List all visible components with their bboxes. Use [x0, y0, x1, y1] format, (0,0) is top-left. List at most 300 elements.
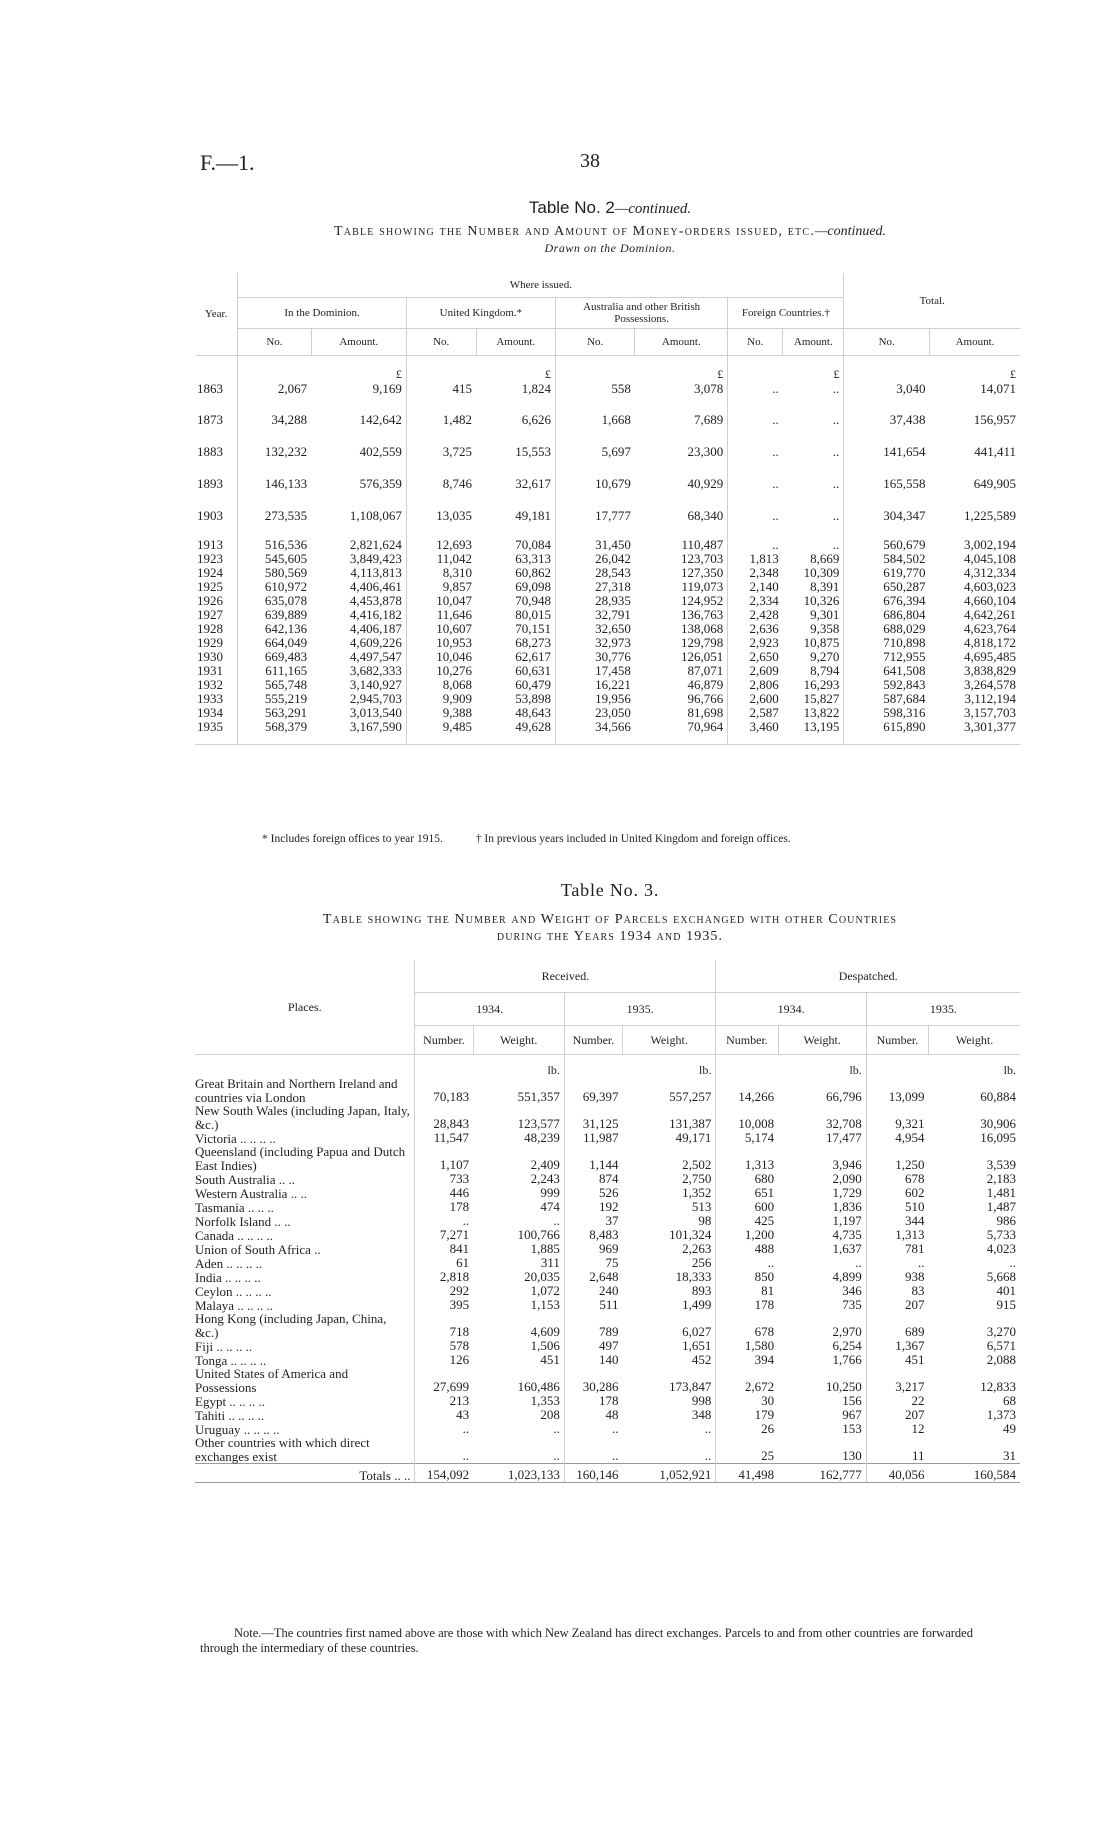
- value-cell: 488: [754, 1241, 775, 1256]
- value-cell: 474: [473, 1200, 564, 1214]
- table-row: [195, 1214, 1020, 1228]
- value-cell: 446: [449, 1185, 470, 1200]
- place-cell: Fiji .. .. .. ..: [195, 1339, 415, 1353]
- value-cell: 587,684: [883, 691, 926, 706]
- currency-symbol: £: [311, 356, 406, 383]
- value-cell: 1,072: [473, 1284, 564, 1298]
- year-cell: 1873: [195, 396, 238, 428]
- table-row: [195, 580, 1020, 594]
- value-cell: ..: [772, 537, 779, 552]
- value-cell: 11,547: [433, 1130, 470, 1145]
- value-cell: ..: [1009, 1255, 1016, 1270]
- year-cell: 1928: [195, 622, 238, 636]
- table-cell: [728, 356, 783, 383]
- value-cell: 13,099: [888, 1089, 925, 1104]
- value-cell: 1,373: [986, 1407, 1016, 1422]
- table-row: [195, 396, 1020, 428]
- value-cell: 3,264,578: [964, 677, 1016, 692]
- place-cell: United States of America and Possessions: [195, 1367, 415, 1394]
- col-despatched-1934: 1934.: [716, 993, 866, 1026]
- value-cell: 1,766: [778, 1353, 866, 1367]
- value-cell: 560,679: [883, 537, 926, 552]
- value-cell: 4,954: [895, 1130, 925, 1145]
- value-cell: 10,875: [783, 636, 844, 650]
- value-cell: 2,409: [473, 1145, 564, 1172]
- value-cell: 4,623,764: [964, 621, 1016, 636]
- value-cell: 31,125: [582, 1116, 619, 1131]
- value-cell: 516,536: [264, 537, 308, 552]
- value-cell: 4,453,878: [311, 594, 406, 608]
- col-number: Number.: [415, 1026, 473, 1055]
- value-cell: 680: [754, 1171, 775, 1186]
- value-cell: 132,232: [264, 444, 308, 459]
- value-cell: 2,334: [749, 593, 779, 608]
- value-cell: 3,167,590: [311, 720, 406, 734]
- spacer-cell: [238, 524, 311, 538]
- value-cell: 60,884: [980, 1089, 1016, 1104]
- place-cell: Egypt .. .. .. ..: [195, 1394, 415, 1408]
- value-cell: ..: [783, 382, 844, 396]
- value-cell: 126,051: [635, 650, 728, 664]
- value-cell: 686,804: [883, 607, 926, 622]
- value-cell: 3,140,927: [311, 678, 406, 692]
- table-row: [195, 622, 1020, 636]
- table-row: [195, 1256, 1020, 1270]
- value-cell: 9,857: [442, 579, 473, 594]
- value-cell: ..: [462, 1421, 470, 1436]
- value-cell: 10,276: [436, 663, 473, 678]
- value-cell: 127,350: [635, 566, 728, 580]
- table-row: [195, 678, 1020, 692]
- value-cell: 12,693: [436, 537, 473, 552]
- spacer-cell: [311, 734, 406, 745]
- value-cell: 557,257: [622, 1077, 715, 1104]
- value-cell: 43: [456, 1407, 470, 1422]
- col-weight: Weight.: [929, 1026, 1020, 1055]
- value-cell: 131,387: [622, 1104, 715, 1131]
- spacer-row: [195, 524, 1020, 538]
- value-cell: 32,973: [595, 635, 631, 650]
- value-cell: 4,406,187: [311, 622, 406, 636]
- value-cell: 2,945,703: [311, 692, 406, 706]
- value-cell: 6,254: [778, 1339, 866, 1353]
- table-row: [195, 1228, 1020, 1242]
- col-received-1935: 1935.: [564, 993, 716, 1026]
- value-cell: 2,806: [749, 677, 779, 692]
- spacer-cell: [555, 734, 634, 745]
- col-places: Places.: [195, 960, 415, 1055]
- value-cell: 49: [1003, 1421, 1016, 1436]
- currency-row: [195, 356, 1020, 383]
- table2-drawn-on: Drawn on the Dominion.: [544, 241, 676, 255]
- col-weight: Weight.: [622, 1026, 715, 1055]
- value-cell: 2,609: [749, 663, 779, 678]
- totals-row: [195, 1464, 1020, 1483]
- value-cell: 669,483: [264, 649, 308, 664]
- value-cell: ..: [783, 492, 844, 524]
- value-cell: 1,153: [473, 1298, 564, 1312]
- value-cell: 10,047: [436, 593, 473, 608]
- value-cell: 30,286: [582, 1379, 619, 1394]
- value-cell: 664,049: [264, 635, 308, 650]
- year-cell: 1926: [195, 594, 238, 608]
- value-cell: 81,698: [635, 706, 728, 720]
- value-cell: 510: [905, 1199, 925, 1214]
- value-cell: 2,650: [749, 649, 779, 664]
- col-no: No.: [844, 329, 930, 356]
- value-cell: 639,889: [264, 607, 308, 622]
- table-cell: [238, 356, 311, 383]
- totals-cell: 154,092: [415, 1464, 473, 1483]
- value-cell: 62,617: [476, 650, 555, 664]
- value-cell: 6,571: [986, 1338, 1016, 1353]
- value-cell: 526: [598, 1185, 619, 1200]
- table2-subtitle: Table showing the Number and Amount of Money-orders issued, etc.—continued.: [333, 224, 887, 239]
- value-cell: 49,171: [622, 1131, 715, 1145]
- year-cell: 1935: [195, 720, 238, 734]
- year-cell: 1929: [195, 636, 238, 650]
- value-cell: 60,862: [476, 566, 555, 580]
- value-cell: 10,607: [436, 621, 473, 636]
- value-cell: 2,587: [749, 705, 779, 720]
- table-row: [195, 538, 1020, 552]
- table-row: [195, 1077, 1020, 1104]
- value-cell: 141,654: [883, 444, 926, 459]
- table2-caption: [200, 198, 1020, 256]
- value-cell: 5,668: [986, 1269, 1016, 1284]
- value-cell: 48,239: [473, 1131, 564, 1145]
- table3-title: Table No. 3.: [560, 880, 660, 900]
- value-cell: 4,695,485: [964, 649, 1016, 664]
- table-row: [195, 1186, 1020, 1200]
- value-cell: 415: [452, 381, 473, 396]
- value-cell: 602: [905, 1185, 925, 1200]
- table-row: [195, 1172, 1020, 1186]
- value-cell: 4,312,334: [964, 565, 1016, 580]
- value-cell: 11: [912, 1448, 925, 1463]
- value-cell: 1,225,589: [964, 508, 1016, 523]
- totals-cell: 1,023,133: [473, 1464, 564, 1483]
- place-cell: Other countries with which direct exchanges exist: [195, 1436, 415, 1464]
- year-cell: 1913: [195, 538, 238, 552]
- value-cell: 718: [449, 1324, 470, 1339]
- table-cell: [195, 1055, 415, 1078]
- value-cell: 10,953: [436, 635, 473, 650]
- unit-label: lb.: [1003, 1063, 1016, 1077]
- place-cell: Ceylon .. .. .. ..: [195, 1284, 415, 1298]
- value-cell: 1,813: [749, 551, 779, 566]
- value-cell: 2,923: [749, 635, 779, 650]
- value-cell: 13,035: [436, 508, 473, 523]
- col-amount: Amount.: [311, 329, 406, 356]
- value-cell: ..: [778, 1256, 866, 1270]
- year-cell: 1933: [195, 692, 238, 706]
- value-cell: 3,946: [778, 1145, 866, 1172]
- value-cell: 712,955: [883, 649, 926, 664]
- value-cell: 256: [622, 1256, 715, 1270]
- value-cell: 146,133: [264, 476, 308, 491]
- place-cell: Uruguay .. .. .. ..: [195, 1422, 415, 1436]
- value-cell: ..: [772, 508, 779, 523]
- value-cell: 986: [996, 1213, 1016, 1228]
- money-orders-body: [195, 356, 1020, 745]
- value-cell: 1,197: [778, 1214, 866, 1228]
- value-cell: 207: [905, 1407, 925, 1422]
- col-amount: Amount.: [476, 329, 555, 356]
- col-weight: Weight.: [778, 1026, 866, 1055]
- value-cell: ..: [772, 444, 779, 459]
- value-cell: 1,824: [476, 382, 555, 396]
- value-cell: 60,479: [476, 678, 555, 692]
- value-cell: 3,539: [986, 1157, 1016, 1172]
- value-cell: ..: [473, 1436, 564, 1464]
- table-cell: [415, 1055, 473, 1078]
- value-cell: 3,112,194: [964, 691, 1016, 706]
- value-cell: 1,482: [442, 412, 473, 427]
- value-cell: 31: [1003, 1448, 1016, 1463]
- value-cell: 178: [449, 1199, 470, 1214]
- year-cell: 1927: [195, 608, 238, 622]
- value-cell: 4,023: [986, 1241, 1016, 1256]
- col-received-1934: 1934.: [415, 993, 564, 1026]
- value-cell: 452: [622, 1353, 715, 1367]
- table-row: [195, 1298, 1020, 1312]
- value-cell: 53,898: [476, 692, 555, 706]
- value-cell: 11,646: [436, 607, 473, 622]
- table-row: [195, 1104, 1020, 1131]
- totals-cell: 160,584: [929, 1464, 1020, 1483]
- value-cell: 28,843: [433, 1116, 470, 1131]
- place-cell: Victoria .. .. .. ..: [195, 1131, 415, 1145]
- table3-subtitle: Table showing the Number and Weight of Parcels exchanged with other Countries during the Years 1934 and 1935.: [322, 912, 898, 944]
- value-cell: 2,263: [622, 1242, 715, 1256]
- table-row: [195, 382, 1020, 396]
- value-cell: 402,559: [311, 428, 406, 460]
- value-cell: 8,310: [442, 565, 473, 580]
- value-cell: 451: [473, 1353, 564, 1367]
- value-cell: 2,818: [439, 1269, 470, 1284]
- value-cell: 37,438: [889, 412, 926, 427]
- value-cell: 12: [911, 1421, 925, 1436]
- value-cell: 18,333: [622, 1270, 715, 1284]
- spacer-cell: [195, 734, 238, 745]
- value-cell: 3,217: [895, 1379, 925, 1394]
- totals-cell: 162,777: [778, 1464, 866, 1483]
- year-cell: 1903: [195, 492, 238, 524]
- value-cell: 1,107: [439, 1157, 470, 1172]
- value-cell: ..: [918, 1255, 925, 1270]
- place-cell: New South Wales (including Japan, Italy, &c.): [195, 1104, 415, 1131]
- value-cell: 17,777: [595, 508, 631, 523]
- value-cell: 9,485: [442, 719, 473, 734]
- col-weight: Weight.: [473, 1026, 564, 1055]
- value-cell: 1,668: [601, 412, 631, 427]
- value-cell: 70,084: [476, 538, 555, 552]
- col-australia: Australia and other British Possessions.: [555, 298, 727, 329]
- table-cell: [716, 1055, 778, 1078]
- value-cell: 850: [754, 1269, 775, 1284]
- value-cell: 207: [905, 1297, 925, 1312]
- value-cell: 153: [778, 1422, 866, 1436]
- spacer-cell: [728, 524, 783, 538]
- value-cell: 2,750: [622, 1172, 715, 1186]
- table-row: [195, 1242, 1020, 1256]
- table-row: [195, 1312, 1020, 1339]
- value-cell: 23,300: [635, 428, 728, 460]
- year-cell: 1931: [195, 664, 238, 678]
- value-cell: ..: [772, 412, 779, 427]
- table2-title: Table No. 2—continued.: [528, 198, 692, 217]
- value-cell: 6,027: [622, 1312, 715, 1339]
- col-despatched: Despatched.: [716, 960, 1020, 993]
- value-cell: ..: [473, 1214, 564, 1228]
- value-cell: 3,682,333: [311, 664, 406, 678]
- value-cell: 611,165: [265, 663, 308, 678]
- value-cell: 1,313: [744, 1157, 775, 1172]
- spacer-cell: [406, 734, 476, 745]
- value-cell: 240: [598, 1283, 619, 1298]
- value-cell: ..: [622, 1436, 715, 1464]
- page-header: [200, 150, 1020, 180]
- value-cell: 63,313: [476, 552, 555, 566]
- value-cell: 30,906: [980, 1116, 1016, 1131]
- value-cell: 3,013,540: [311, 706, 406, 720]
- value-cell: ..: [767, 1255, 775, 1270]
- value-cell: 13,195: [783, 720, 844, 734]
- table-row: [195, 460, 1020, 492]
- value-cell: 156,957: [973, 412, 1016, 427]
- table-row: [195, 1394, 1020, 1408]
- value-cell: 22: [911, 1393, 925, 1408]
- money-orders-table: [195, 273, 1020, 745]
- value-cell: 311: [473, 1256, 564, 1270]
- value-cell: 4,642,261: [964, 607, 1016, 622]
- value-cell: 874: [598, 1171, 619, 1186]
- value-cell: 3,301,377: [964, 719, 1016, 734]
- value-cell: 8,794: [783, 664, 844, 678]
- col-no: No.: [406, 329, 476, 356]
- year-cell: 1932: [195, 678, 238, 692]
- value-cell: 123,577: [473, 1104, 564, 1131]
- spacer-cell: [555, 524, 634, 538]
- value-cell: ..: [783, 460, 844, 492]
- value-cell: 551,357: [473, 1077, 564, 1104]
- value-cell: 2,428: [749, 607, 779, 622]
- footnote-previous-years: † In previous years included in United Kingdom and foreign offices.: [475, 833, 791, 845]
- value-cell: 1,352: [622, 1186, 715, 1200]
- value-cell: 710,898: [883, 635, 926, 650]
- table3-note: Note.—The countries first named above are those with which New Zealand has direct exchanges. Parcels to and from other countries are forwarded through the intermediary of these countries.: [200, 1626, 973, 1655]
- spacer-cell: [238, 734, 311, 745]
- spacer-cell: [476, 734, 555, 745]
- value-cell: 192: [598, 1199, 619, 1214]
- value-cell: 49,628: [476, 720, 555, 734]
- currency-symbol: £: [476, 356, 555, 383]
- value-cell: 2,970: [778, 1312, 866, 1339]
- value-cell: 23,050: [595, 705, 631, 720]
- value-cell: 2,821,624: [311, 538, 406, 552]
- value-cell: 578: [449, 1338, 470, 1353]
- col-dominion: In the Dominion.: [238, 298, 407, 329]
- value-cell: 511: [599, 1297, 619, 1312]
- value-cell: 3,002,194: [964, 537, 1016, 552]
- value-cell: 10,046: [436, 649, 473, 664]
- page-number: 38: [580, 150, 600, 172]
- table-row: [195, 664, 1020, 678]
- year-cell: 1883: [195, 428, 238, 460]
- value-cell: 649,905: [973, 476, 1016, 491]
- col-no: No.: [238, 329, 311, 356]
- table2-footnotes: [262, 833, 821, 845]
- value-cell: 8,669: [783, 552, 844, 566]
- value-cell: 179: [754, 1407, 775, 1422]
- table-row: [195, 1353, 1020, 1367]
- value-cell: 70,964: [635, 720, 728, 734]
- table-row: [195, 636, 1020, 650]
- value-cell: 565,748: [264, 677, 308, 692]
- col-amount: Amount.: [783, 329, 844, 356]
- value-cell: 610,972: [264, 579, 308, 594]
- table-row: [195, 1367, 1020, 1394]
- value-cell: 395: [449, 1297, 470, 1312]
- table-cell: [195, 356, 238, 383]
- spacer-cell: [728, 734, 783, 745]
- value-cell: 69,397: [582, 1089, 619, 1104]
- year-cell: 1924: [195, 566, 238, 580]
- value-cell: 592,843: [883, 677, 926, 692]
- value-cell: 558: [611, 381, 631, 396]
- spacer-cell: [635, 524, 728, 538]
- value-cell: 80,015: [476, 608, 555, 622]
- value-cell: 2,140: [749, 579, 779, 594]
- value-cell: 938: [905, 1269, 925, 1284]
- table3-caption: [200, 880, 1020, 945]
- value-cell: 96,766: [635, 692, 728, 706]
- unit-row: [195, 1055, 1020, 1078]
- value-cell: 129,798: [635, 636, 728, 650]
- spacer-cell: [783, 524, 844, 538]
- spacer-row: [195, 734, 1020, 745]
- currency-symbol: £: [1010, 367, 1016, 381]
- place-cell: Norfolk Island .. ..: [195, 1214, 415, 1228]
- value-cell: 119,073: [635, 580, 728, 594]
- value-cell: 9,388: [442, 705, 473, 720]
- unit-label: lb.: [778, 1055, 866, 1078]
- value-cell: 27,699: [433, 1379, 470, 1394]
- value-cell: 2,636: [749, 621, 779, 636]
- value-cell: 69,098: [476, 580, 555, 594]
- currency-symbol: £: [783, 356, 844, 383]
- value-cell: 10,008: [738, 1116, 775, 1131]
- value-cell: 451: [905, 1352, 925, 1367]
- value-cell: 16,095: [980, 1130, 1016, 1145]
- value-cell: 32,708: [778, 1104, 866, 1131]
- value-cell: 998: [622, 1394, 715, 1408]
- col-uk: United Kingdom.*: [406, 298, 555, 329]
- value-cell: 8,746: [442, 476, 473, 491]
- spacer-cell: [311, 524, 406, 538]
- value-cell: 28,543: [595, 565, 631, 580]
- place-cell: Western Australia .. ..: [195, 1186, 415, 1200]
- value-cell: 8,391: [783, 580, 844, 594]
- year-cell: 1863: [195, 382, 238, 396]
- value-cell: 156: [778, 1394, 866, 1408]
- value-cell: 28,935: [595, 593, 631, 608]
- value-cell: 2,672: [744, 1379, 775, 1394]
- value-cell: 4,113,813: [311, 566, 406, 580]
- col-amount: Amount.: [635, 329, 728, 356]
- table-cell: [844, 356, 930, 383]
